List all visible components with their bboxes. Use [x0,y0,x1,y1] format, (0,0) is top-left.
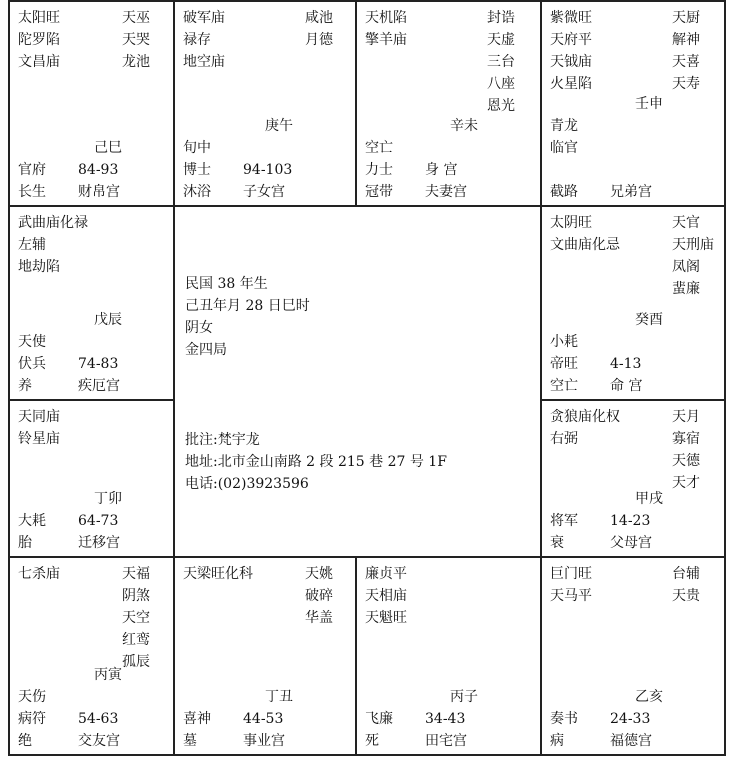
palace-name: 事业宫 [243,733,285,749]
minor-star: 三台 [487,54,515,70]
minor-stars [305,563,333,629]
main-star: 天府平 [550,32,592,48]
ganzhi-label: 乙亥 [635,689,663,705]
doctor-star: 力士 [365,162,393,178]
main-star: 右弼 [550,431,578,447]
extra-star: 天伤 [18,689,46,705]
minor-star: 天虚 [487,32,515,48]
ganzhi-label: 戊辰 [94,312,122,328]
life-stage: 截路 [550,184,578,200]
minor-star: 红鸾 [122,632,150,648]
minor-stars [122,7,150,73]
main-star: 地劫陷 [18,259,60,275]
doctor-star: 博士 [183,162,211,178]
ganzhi-label: 庚午 [265,118,293,134]
palace-name: 父母宫 [610,535,652,551]
ganzhi-label: 甲戌 [635,491,663,507]
minor-stars [487,7,515,117]
palace-name: 交友宫 [78,733,120,749]
age-range: 身 宫 [425,162,458,178]
main-stars [18,563,60,585]
main-stars [18,406,60,450]
minor-star: 华盖 [305,610,333,626]
minor-star: 恩光 [487,98,515,114]
palace-shen [540,0,726,207]
age-range: 44-53 [243,711,284,727]
main-stars [550,563,592,607]
extra-star: 旬中 [183,140,211,156]
doctor-star: 病符 [18,711,46,727]
main-star: 天马平 [550,588,592,604]
main-star: 破军庙 [183,10,225,26]
main-star: 天钺庙 [550,54,592,70]
main-stars [183,563,253,585]
ganzhi-label: 丙子 [450,689,478,705]
address: 地址:北市金山南路 2 段 215 巷 27 号 1F [185,454,447,470]
palace-chen [8,205,175,401]
life-stage: 病 [550,733,564,749]
main-star: 左辅 [18,237,46,253]
palace-chou [173,556,357,756]
minor-star: 凤阁 [672,259,700,275]
palace-yin [8,556,175,756]
main-star: 地空庙 [183,54,225,70]
center-panel [173,205,542,558]
main-stars [18,212,88,278]
minor-star: 寡宿 [672,431,700,447]
minor-star: 解神 [672,32,700,48]
minor-star: 天喜 [672,54,700,70]
extra-star: 空亡 [365,140,393,156]
palace-hai [540,556,726,756]
main-stars [18,7,60,73]
extra-star: 临官 [550,140,578,156]
main-star: 陀罗陷 [18,32,60,48]
age-range: 84-93 [78,162,119,178]
palace-name: 兄弟宫 [610,184,652,200]
ganzhi-label: 壬申 [635,96,663,112]
minor-star: 咸池 [305,10,333,26]
main-star: 擎羊庙 [365,32,407,48]
doctor-star: 伏兵 [18,356,46,372]
main-star: 天同庙 [18,409,60,425]
main-star: 天相庙 [365,588,407,604]
minor-star: 天哭 [122,32,150,48]
palace-wu [173,0,357,207]
palace-name: 疾厄宫 [78,378,120,394]
palace-name: 命 宫 [610,378,643,394]
age-range: 54-63 [78,711,119,727]
age-range: 24-33 [610,711,651,727]
minor-stars [672,7,700,95]
main-star: 廉贞平 [365,566,407,582]
gender: 阴女 [185,320,213,336]
age-range: 4-13 [610,356,642,372]
minor-star: 天月 [672,409,700,425]
minor-star: 龙池 [122,54,150,70]
main-star: 天梁旺化科 [183,566,253,582]
palace-name: 福德宫 [610,733,652,749]
doctor-star: 喜神 [183,711,211,727]
phone: 电话:(02)3923596 [185,476,309,492]
main-star: 天机陷 [365,10,407,26]
palace-name: 夫妻宫 [425,184,467,200]
minor-star: 天福 [122,566,150,582]
birth-date: 己丑年月 28 日巳时 [185,298,310,314]
ganzhi-label: 己巳 [94,140,122,156]
ganzhi-label: 丙寅 [94,667,122,683]
birth-info [185,273,310,361]
life-stage: 衰 [550,535,564,551]
age-range: 64-73 [78,513,119,529]
five-element-bureau: 金四局 [185,342,227,358]
palace-wei [355,0,542,207]
life-stage: 长生 [18,184,46,200]
extra-star: 青龙 [550,118,578,134]
ganzhi-label: 癸酉 [635,312,663,328]
palace-name: 子女宫 [243,184,285,200]
age-range: 14-23 [610,513,651,529]
palace-name: 田宅宫 [425,733,467,749]
main-star: 文曲庙化忌 [550,237,620,253]
main-stars [183,7,225,73]
ganzhi-label: 丁卯 [94,491,122,507]
minor-star: 破碎 [305,588,333,604]
ganzhi-label: 丁丑 [265,689,293,705]
palace-mao [8,399,175,558]
main-star: 七杀庙 [18,566,60,582]
main-star: 火星陷 [550,76,592,92]
minor-stars [672,406,700,494]
main-stars [550,7,592,95]
main-star: 天魁旺 [365,610,407,626]
doctor-star: 奏书 [550,711,578,727]
birth-year: 民国 38 年生 [185,276,268,292]
main-star: 武曲庙化禄 [18,215,88,231]
palace-name: 财帛宫 [78,184,120,200]
life-stage: 沐浴 [183,184,211,200]
life-stage: 养 [18,378,32,394]
doctor-star: 将军 [550,513,578,529]
age-range: 94-103 [243,162,293,178]
main-star: 文昌庙 [18,54,60,70]
main-star: 铃星庙 [18,431,60,447]
life-stage: 空亡 [550,378,578,394]
minor-star: 天姚 [305,566,333,582]
palace-xu [540,399,726,558]
minor-star: 天贵 [672,588,700,604]
doctor-star: 帝旺 [550,356,578,372]
main-stars [365,563,407,629]
main-star: 太阴旺 [550,215,592,231]
minor-star: 蜚廉 [672,281,700,297]
life-stage: 绝 [18,733,32,749]
minor-star: 天巫 [122,10,150,26]
minor-star: 天寿 [672,76,700,92]
main-star: 巨门旺 [550,566,592,582]
main-stars [550,406,620,450]
extra-star: 小耗 [550,334,578,350]
minor-star: 天厨 [672,10,700,26]
extra-star: 天使 [18,334,46,350]
minor-star: 封诰 [487,10,515,26]
minor-stars [122,563,150,673]
minor-star: 孤辰 [122,654,150,670]
main-stars [365,7,407,51]
age-range: 34-43 [425,711,466,727]
minor-star: 八座 [487,76,515,92]
life-stage: 墓 [183,733,197,749]
main-star: 太阳旺 [18,10,60,26]
minor-star: 天官 [672,215,700,231]
minor-star: 台辅 [672,566,700,582]
life-stage: 胎 [18,535,32,551]
minor-star: 天刑庙 [672,237,714,253]
minor-stars [672,563,700,607]
doctor-star: 官府 [18,162,46,178]
doctor-star: 飞廉 [365,711,393,727]
life-stage: 冠带 [365,184,393,200]
palace-zi [355,556,542,756]
palace-you [540,205,726,401]
main-stars [550,212,620,256]
ziwei-chart [8,0,726,756]
minor-star: 天才 [672,475,700,491]
life-stage: 死 [365,733,379,749]
minor-stars [305,7,333,51]
ganzhi-label: 辛未 [450,118,478,134]
main-star: 禄存 [183,32,211,48]
minor-star: 天德 [672,453,700,469]
doctor-star: 大耗 [18,513,46,529]
palace-name: 迁移宫 [78,535,120,551]
contact-info [185,429,447,495]
age-range: 74-83 [78,356,119,372]
palace-si [8,0,175,207]
minor-star: 月德 [305,32,333,48]
minor-stars [672,212,714,300]
annotator: 批注:梵宇龙 [185,432,260,448]
main-star: 紫微旺 [550,10,592,26]
minor-star: 天空 [122,610,150,626]
main-star: 贪狼庙化权 [550,409,620,425]
minor-star: 阴煞 [122,588,150,604]
